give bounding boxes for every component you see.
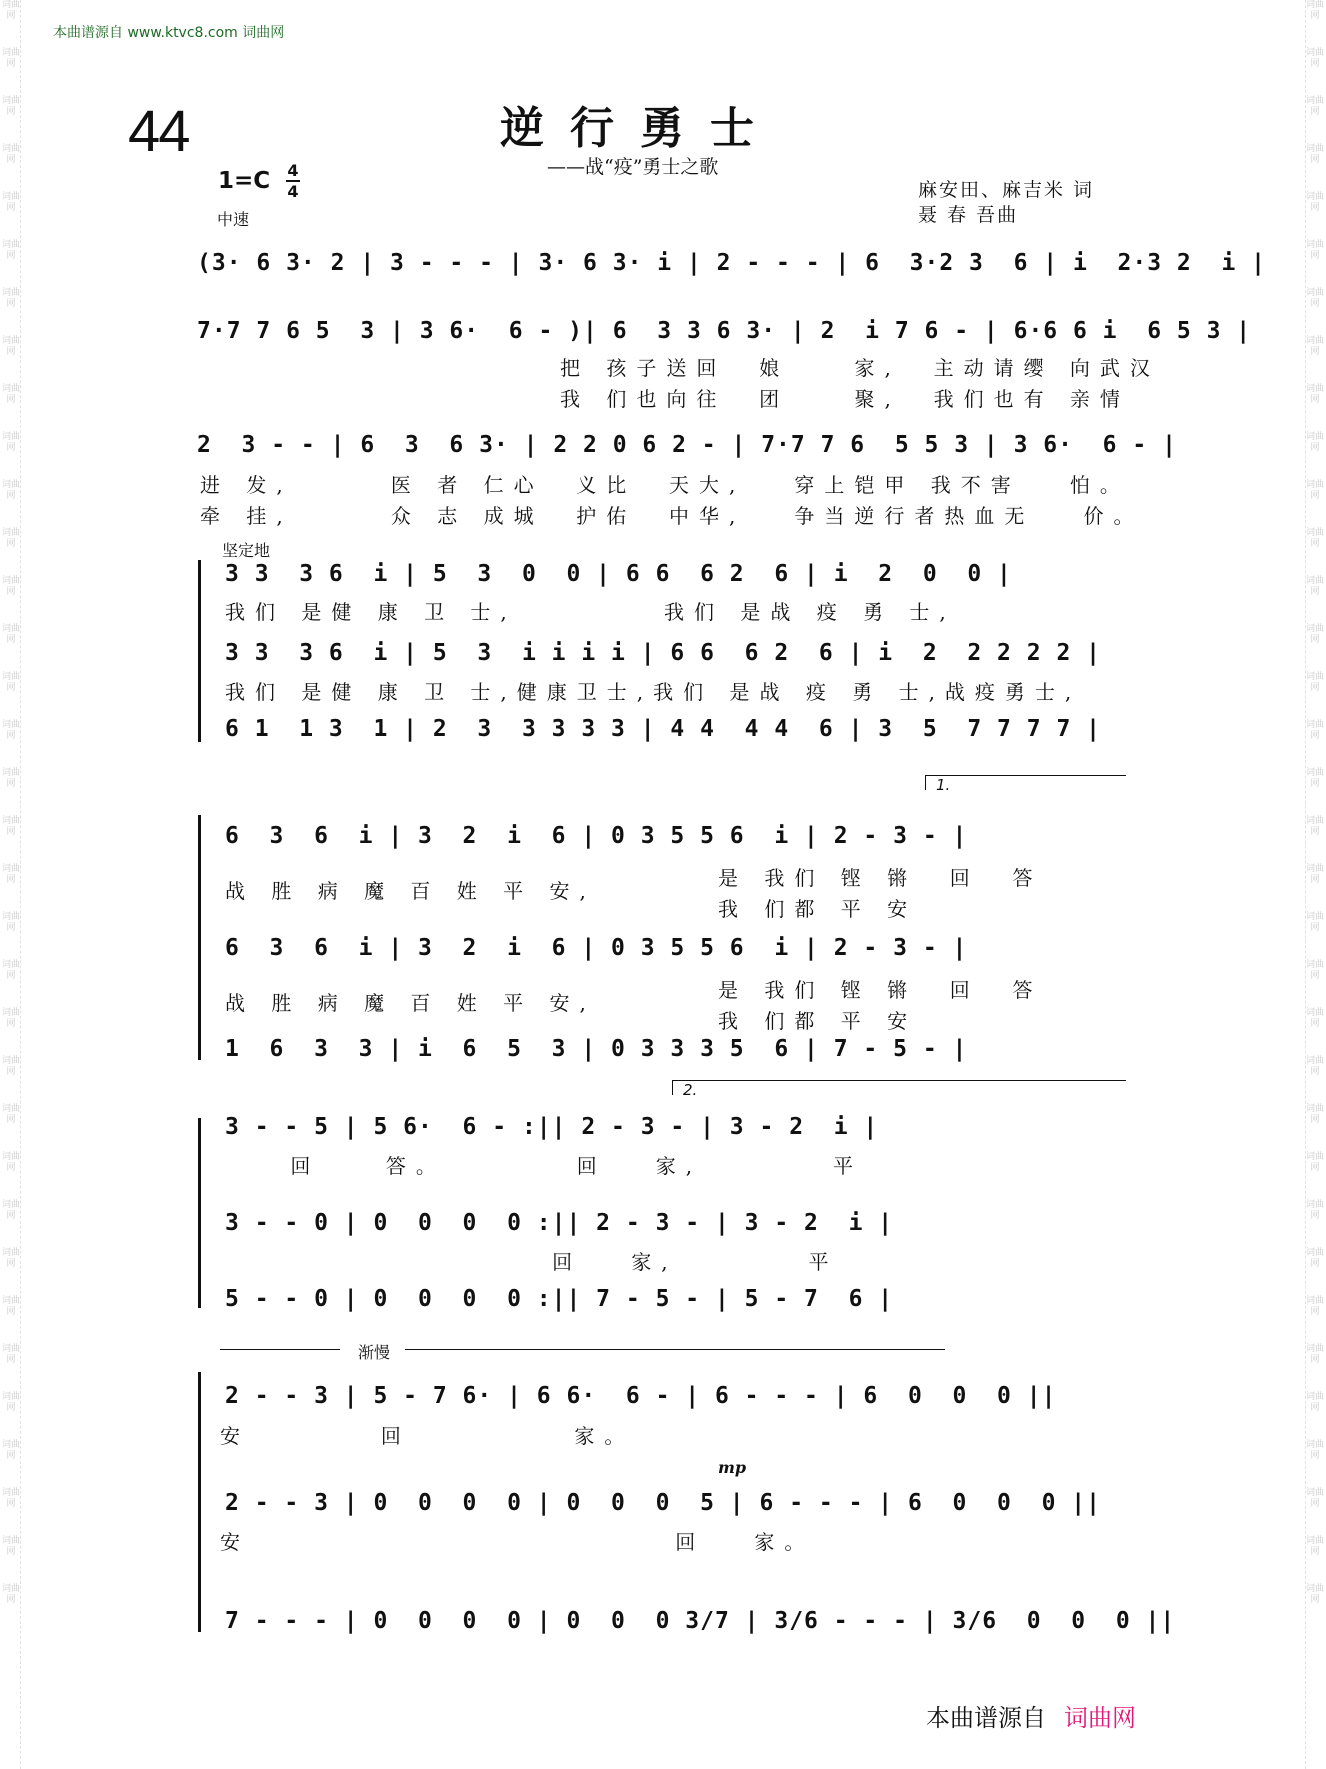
watermark-text: 词曲网 (1306, 144, 1324, 165)
key-signature: 1=C (218, 168, 271, 194)
source-note-top: 本曲谱源自 www.ktvc8.com 词曲网 (53, 25, 285, 41)
watermark-text: 词曲网 (1306, 0, 1324, 21)
watermark-text: 词曲网 (2, 1104, 21, 1125)
watermark-text: 词曲网 (1306, 48, 1324, 69)
watermark-text: 词曲网 (2, 1392, 21, 1413)
time-signature-top: 4 (287, 161, 299, 180)
verse-line: 2 3 - - | 6 3 6 3· | 2 2 0 6 2 - | 7·7 7 6 5 5 3 | 3 6· 6 - | (197, 432, 1177, 458)
chorus-2-upper-lyrics: 战 胜 病 魔 百 姓 平 安, (225, 879, 596, 903)
source-brand-link[interactable]: 词曲网 (1064, 1704, 1136, 1732)
watermark-text: 词曲网 (1306, 720, 1324, 741)
watermark-text: 词曲网 (2, 576, 21, 597)
watermark-text: 词曲网 (2, 1536, 21, 1557)
watermark-text: 词曲网 (1306, 1152, 1324, 1173)
watermark-text: 词曲网 (1306, 1488, 1324, 1509)
song-title: 逆行勇士 (500, 103, 780, 154)
watermark-text: 词曲网 (1306, 288, 1324, 309)
ritardando-marking: 渐慢 (358, 1343, 391, 1362)
watermark-text: 词曲网 (2, 624, 21, 645)
system-bracket-chorus-1 (198, 560, 207, 742)
watermark-left (2, 0, 21, 1769)
watermark-text: 词曲网 (1306, 816, 1324, 837)
chorus-2-upper-voice: 6 3 6 i | 3 2 i 6 | 0 3 5 5 6 i | 2 - 3 - | (225, 823, 968, 849)
chorus-1-upper-voice: 3 3 3 6 i | 5 3 0 0 | 6 6 6 2 6 | i 2 0 0 | (225, 561, 1012, 587)
lyric-verse-1-line-2: 进 发, 医 者 仁心 义比 天大, 穿上铠甲 我不害 怕。 (200, 473, 1130, 497)
watermark-text: 词曲网 (2, 960, 21, 981)
watermark-text: 词曲网 (1306, 1056, 1324, 1077)
watermark-text: 词曲网 (2, 1248, 21, 1269)
watermark-right (1305, 0, 1324, 1769)
watermark-text: 词曲网 (2, 1056, 21, 1077)
ending-lower-voice: 5 - - 0 | 0 0 0 0 :|| 7 - 5 - | 5 - 7 6 | (225, 1286, 894, 1312)
chorus-1-middle-lyrics: 我们 是健 康 卫 士,健康卫士,我们 是战 疫 勇 士,战疫勇士, (225, 680, 1082, 704)
watermark-text: 词曲网 (1306, 1584, 1324, 1605)
watermark-text: 词曲网 (2, 864, 21, 885)
chorus-2-middle-lyrics-alt-1: 是 我们 铿 锵 回 答 (718, 978, 1043, 1002)
watermark-text: 词曲网 (1306, 336, 1324, 357)
source-prefix: 本曲谱源自 (926, 1704, 1046, 1732)
watermark-text: 词曲网 (1306, 672, 1324, 693)
watermark-text: 词曲网 (2, 672, 21, 693)
watermark-text: 词曲网 (2, 144, 21, 165)
watermark-text: 词曲网 (2, 480, 21, 501)
coda-upper-voice: 2 - - 3 | 5 - 7 6· | 6 6· 6 - | 6 - - - | 6 0 0 0 || (225, 1383, 1057, 1409)
watermark-text: 词曲网 (2, 1584, 21, 1605)
second-ending-bracket: 2. (672, 1080, 1126, 1095)
coda-middle-voice: 2 - - 3 | 0 0 0 0 | 0 0 0 5 | 6 - - - | 6 0 0 0 || (225, 1490, 1101, 1516)
watermark-text: 词曲网 (1306, 1392, 1324, 1413)
watermark-text: 词曲网 (2, 1344, 21, 1365)
tempo-marking: 中速 (217, 210, 250, 229)
watermark-text: 词曲网 (1306, 1248, 1324, 1269)
watermark-text: 词曲网 (2, 1488, 21, 1509)
watermark-text: 词曲网 (2, 528, 21, 549)
time-signature (286, 162, 300, 200)
system-bracket-ending (198, 1118, 207, 1308)
composer-credit: 聂 春 吾曲 (918, 204, 1019, 226)
song-subtitle: ——战“疫”勇士之歌 (547, 156, 719, 178)
chorus-1-upper-lyrics: 我们 是健 康 卫 士, 我们 是战 疫 勇 士, (225, 600, 956, 624)
system-bracket-chorus-2 (198, 815, 207, 1060)
watermark-text: 词曲网 (1306, 576, 1324, 597)
lyricist-credit: 麻安田、麻吉米 词 (918, 179, 1095, 201)
watermark-text: 词曲网 (2, 912, 21, 933)
watermark-text: 词曲网 (2, 1200, 21, 1221)
watermark-text: 词曲网 (2, 240, 21, 261)
lyric-verse-1-line-1: 把 孩子送回 娘 家, 主动请缨 向武汉 (560, 356, 1160, 380)
ending-upper-voice: 3 - - 5 | 5 6· 6 - :|| 2 - 3 - | 3 - 2 i | (225, 1114, 879, 1140)
watermark-text: 词曲网 (1306, 1296, 1324, 1317)
watermark-text: 词曲网 (2, 384, 21, 405)
coda-middle-lyrics: 安 回 家。 (220, 1530, 815, 1554)
watermark-text: 词曲网 (2, 288, 21, 309)
watermark-text: 词曲网 (1306, 1200, 1324, 1221)
watermark-text: 词曲网 (2, 1440, 21, 1461)
watermark-text: 词曲网 (1306, 528, 1324, 549)
intro-line-2: 7·7 7 6 5 3 | 3 6· 6 - )| 6 3 3 6 3· | 2 i 7 6 - | 6·6 6 i 6 5 3 | (197, 318, 1252, 344)
lyric-verse-2-line-2: 牵 挂, 众 志 成城 护佑 中华, 争当逆行者热血无 价。 (200, 504, 1144, 528)
watermark-text: 词曲网 (2, 48, 21, 69)
chorus-2-middle-voice: 6 3 6 i | 3 2 i 6 | 0 3 5 5 6 i | 2 - 3 - | (225, 935, 968, 961)
page-number: 44 (128, 99, 189, 164)
intro-line-1: (3· 6 3· 2 | 3 - - - | 3· 6 3· i | 2 - - - | 6 3·2 3 6 | i 2·3 2 i | (197, 250, 1266, 276)
watermark-text: 词曲网 (1306, 1536, 1324, 1557)
watermark-text: 词曲网 (2, 96, 21, 117)
chorus-2-middle-lyrics: 战 胜 病 魔 百 姓 平 安, (225, 991, 596, 1015)
watermark-text: 词曲网 (1306, 864, 1324, 885)
chorus-1-lower-voice: 6 1 1 3 1 | 2 3 3 3 3 3 | 4 4 4 4 6 | 3 5 7 7 7 7 | (225, 716, 1101, 742)
ending-middle-lyrics: 回 家, 平 (225, 1250, 839, 1274)
watermark-text: 词曲网 (1306, 432, 1324, 453)
watermark-text: 词曲网 (1306, 96, 1324, 117)
coda-lower-voice: 7 - - - | 0 0 0 0 | 0 0 0 3/7 | 3/6 - - - | 3/6 0 0 0 || (225, 1608, 1176, 1634)
ending-upper-lyrics: 回 答。 回 家, 平 (225, 1154, 864, 1178)
watermark-text: 词曲网 (2, 768, 21, 789)
watermark-text: 词曲网 (1306, 768, 1324, 789)
lyric-verse-2-line-1: 我 们也向往 团 聚, 我们也有 亲情 (560, 387, 1130, 411)
expression-marking: 坚定地 (222, 541, 271, 560)
watermark-text: 词曲网 (2, 336, 21, 357)
watermark-text: 词曲网 (2, 816, 21, 837)
watermark-text: 词曲网 (2, 0, 21, 21)
first-ending-bracket: 1. (925, 775, 1126, 790)
watermark-text: 词曲网 (1306, 1104, 1324, 1125)
chorus-2-middle-lyrics-alt-2: 我 们都 平 安 (718, 1009, 918, 1033)
watermark-text: 词曲网 (1306, 1008, 1324, 1029)
chorus-2-upper-lyrics-alt-2: 我 们都 平 安 (718, 897, 918, 921)
watermark-text: 词曲网 (1306, 384, 1324, 405)
watermark-text: 词曲网 (2, 192, 21, 213)
chorus-2-lower-voice: 1 6 3 3 | i 6 5 3 | 0 3 3 3 5 6 | 7 - 5 - | (225, 1036, 968, 1062)
watermark-text: 词曲网 (1306, 192, 1324, 213)
system-bracket-coda (198, 1372, 207, 1632)
watermark-text: 词曲网 (2, 720, 21, 741)
watermark-text: 词曲网 (1306, 1440, 1324, 1461)
watermark-text: 词曲网 (2, 1296, 21, 1317)
watermark-text: 词曲网 (1306, 960, 1324, 981)
watermark-text: 词曲网 (1306, 240, 1324, 261)
watermark-text: 词曲网 (1306, 480, 1324, 501)
watermark-text: 词曲网 (2, 1152, 21, 1173)
watermark-text: 词曲网 (2, 432, 21, 453)
coda-upper-lyrics: 安 回 家。 (220, 1424, 635, 1448)
source-note-bottom (926, 1698, 1136, 1733)
watermark-text: 词曲网 (1306, 912, 1324, 933)
dynamic-marking: mp (718, 1458, 747, 1477)
watermark-text: 词曲网 (1306, 1344, 1324, 1365)
time-signature-bottom: 4 (287, 182, 299, 201)
watermark-text: 词曲网 (1306, 624, 1324, 645)
chorus-2-upper-lyrics-alt-1: 是 我们 铿 锵 回 答 (718, 866, 1043, 890)
chorus-1-middle-voice: 3 3 3 6 i | 5 3 i i i i | 6 6 6 2 6 | i 2 2 2 2 2 | (225, 640, 1101, 666)
ending-middle-voice: 3 - - 0 | 0 0 0 0 :|| 2 - 3 - | 3 - 2 i | (225, 1210, 894, 1236)
watermark-text: 词曲网 (2, 1008, 21, 1029)
